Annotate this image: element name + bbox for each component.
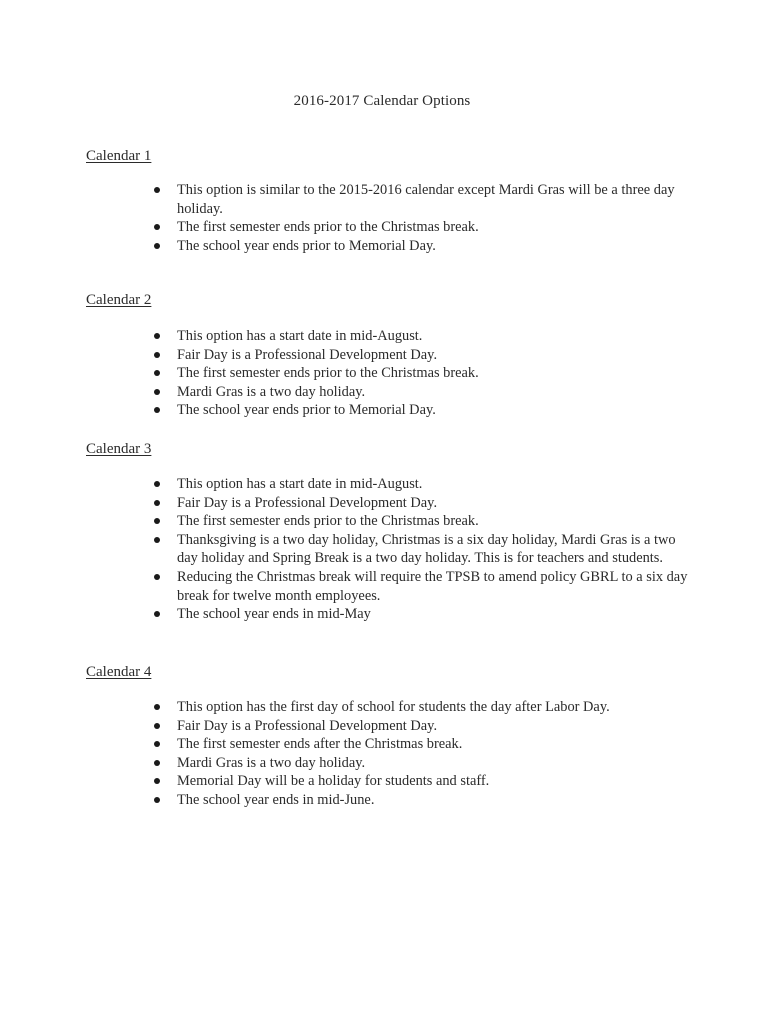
bullet-text: Mardi Gras is a two day holiday. xyxy=(177,383,366,400)
list-item xyxy=(151,383,696,402)
bullet-icon xyxy=(154,389,160,395)
bullet-text: The school year ends in mid-June. xyxy=(177,791,375,808)
bullet-icon xyxy=(154,243,160,249)
list-item xyxy=(151,364,696,383)
list-item xyxy=(151,181,696,218)
bullet-text: Fair Day is a Professional Development Day. xyxy=(177,717,438,734)
bullet-text: Thanksgiving is a two day holiday, Christmas is a six day holiday, Mardi Gras is a two day holiday and Spring Break is a two day holiday. This is for teachers and students. xyxy=(177,531,676,567)
bullet-icon xyxy=(154,574,160,580)
bullet-icon xyxy=(154,723,160,729)
bullet-icon xyxy=(154,778,160,784)
bullet-icon xyxy=(154,537,160,543)
bullet-text: Fair Day is a Professional Development Day. xyxy=(177,494,438,511)
list-item xyxy=(151,512,696,531)
list-item xyxy=(151,327,696,346)
bullet-text: This option has a start date in mid-August. xyxy=(177,476,423,492)
bullet-icon xyxy=(154,760,160,766)
bullet-icon xyxy=(154,741,160,747)
bullet-icon xyxy=(154,187,160,193)
list-item xyxy=(151,772,696,791)
list-item xyxy=(151,237,696,256)
calendar-3-heading: Calendar 3 xyxy=(86,441,152,457)
list-item xyxy=(151,605,696,624)
list-item xyxy=(151,346,696,365)
list-item xyxy=(151,717,696,736)
calendar-4-heading: Calendar 4 xyxy=(86,664,152,680)
calendar-2-list xyxy=(151,327,696,420)
bullet-text: The first semester ends prior to the Christmas break. xyxy=(177,219,479,236)
bullet-text: Fair Day is a Professional Development Day. xyxy=(177,346,438,363)
list-item xyxy=(151,754,696,773)
list-item xyxy=(151,735,696,754)
calendar-3-list xyxy=(151,475,696,624)
list-item xyxy=(151,475,696,494)
bullet-icon xyxy=(154,407,160,413)
bullet-text: The first semester ends prior to the Christmas break. xyxy=(177,365,479,382)
calendar-2-heading: Calendar 2 xyxy=(86,292,152,308)
list-item xyxy=(151,791,696,810)
bullet-icon xyxy=(154,481,160,487)
bullet-text: The first semester ends after the Christmas break. xyxy=(177,736,463,753)
calendar-1-heading: Calendar 1 xyxy=(86,148,152,164)
calendar-1-list xyxy=(151,181,696,255)
bullet-text: Mardi Gras is a two day holiday. xyxy=(177,754,366,771)
bullet-text: This option is similar to the 2015-2016 calendar except Mardi Gras will be a three day holiday. xyxy=(177,182,675,217)
bullet-icon xyxy=(154,224,160,230)
bullet-icon xyxy=(154,352,160,358)
document-title: 2016-2017 Calendar Options xyxy=(293,93,471,109)
list-item xyxy=(151,568,696,605)
bullet-icon xyxy=(154,797,160,803)
bullet-text: Reducing the Christmas break will require the TPSB to amend policy GBRL to a six day break for twelve month employees. xyxy=(177,568,688,604)
list-item xyxy=(151,218,696,237)
list-item xyxy=(151,494,696,513)
bullet-text: The school year ends in mid-May xyxy=(177,606,371,623)
list-item xyxy=(151,401,696,420)
bullet-text: This option has the first day of school for students the day after Labor Day. xyxy=(177,699,610,715)
bullet-icon xyxy=(154,611,160,617)
bullet-icon xyxy=(154,518,160,524)
bullet-icon xyxy=(154,370,160,376)
bullet-text: The school year ends prior to Memorial Day. xyxy=(177,237,436,254)
list-item xyxy=(151,531,696,568)
bullet-text: The school year ends prior to Memorial Day. xyxy=(177,402,436,419)
bullet-icon xyxy=(154,704,160,710)
list-item xyxy=(151,698,696,717)
bullet-text: Memorial Day will be a holiday for students and staff. xyxy=(177,773,490,790)
bullet-text: The first semester ends prior to the Christmas break. xyxy=(177,513,479,530)
calendar-4-list xyxy=(151,698,696,810)
bullet-text: This option has a start date in mid-August. xyxy=(177,328,423,344)
bullet-icon xyxy=(154,333,160,339)
bullet-icon xyxy=(154,500,160,506)
